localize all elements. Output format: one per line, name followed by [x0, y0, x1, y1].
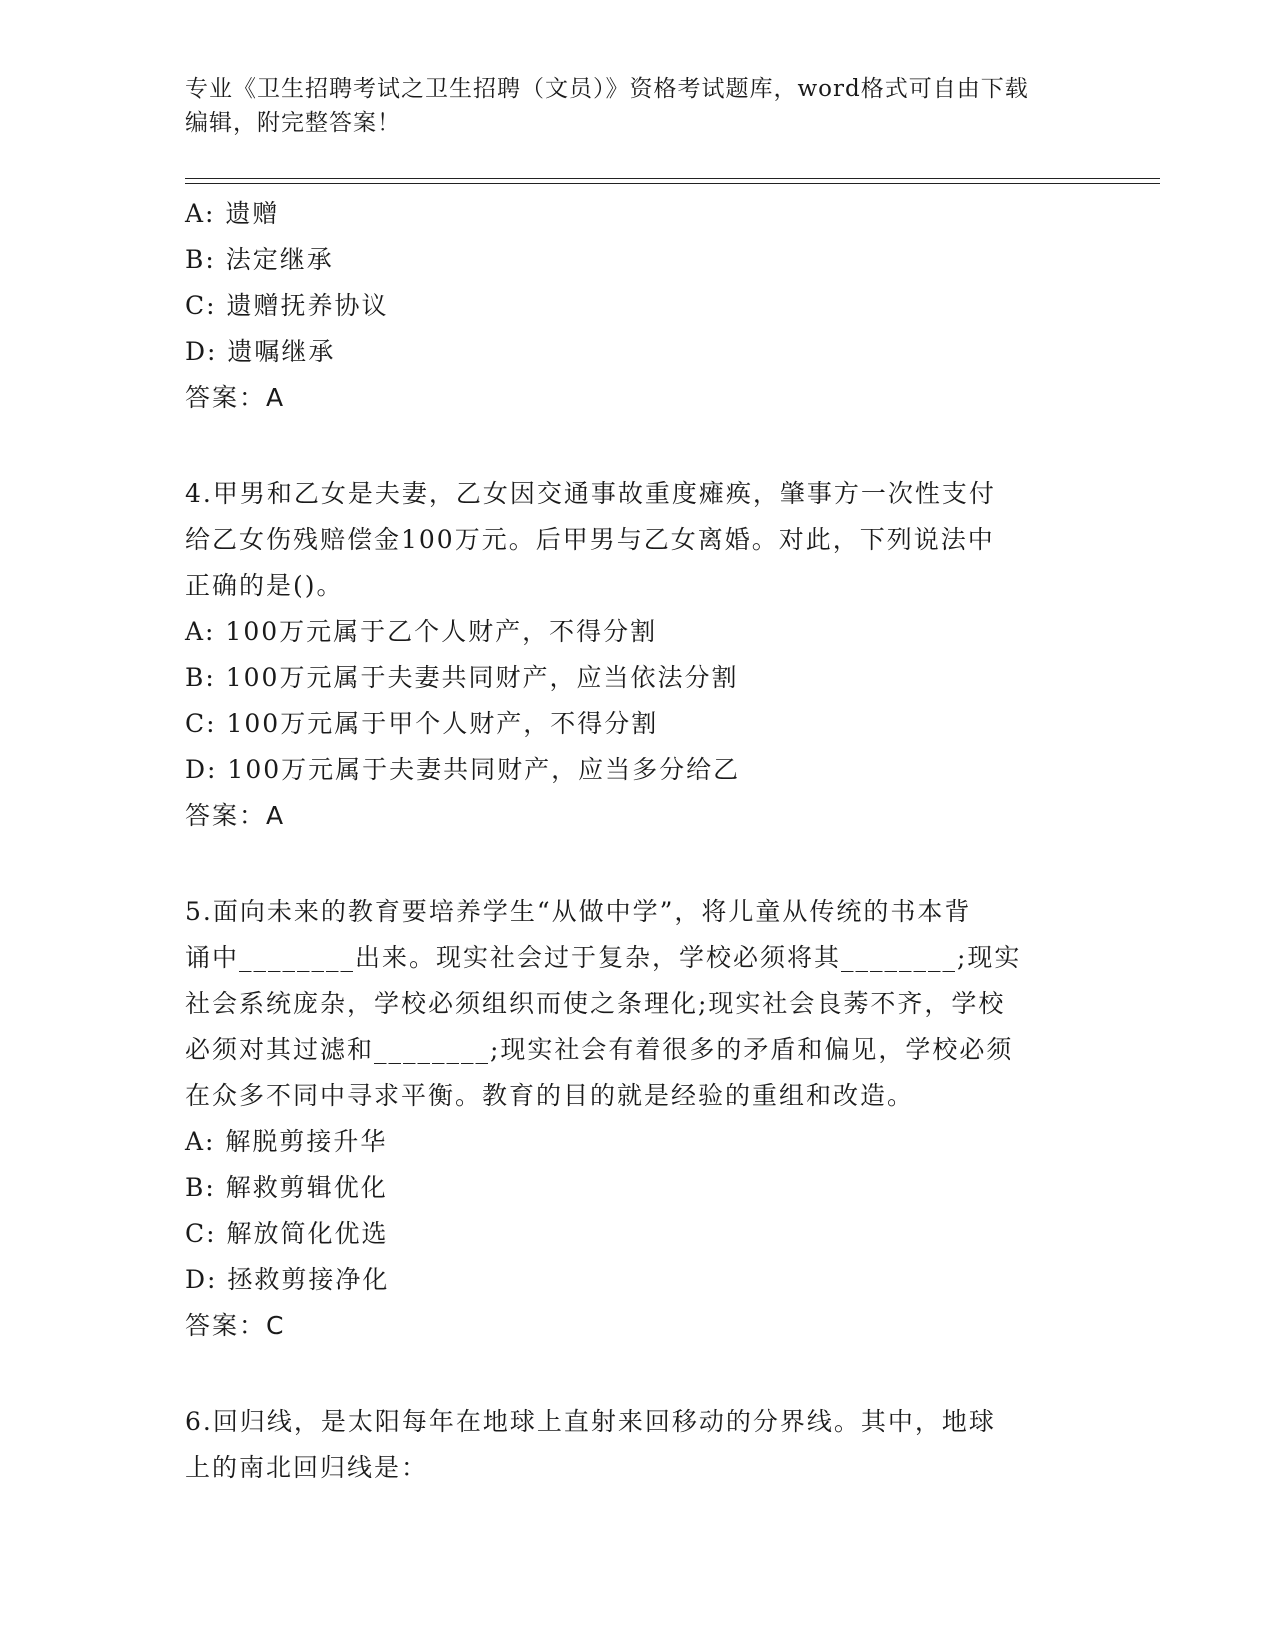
- option-a: A: 100万元属于乙个人财产，不得分割: [185, 617, 658, 646]
- question-4: [185, 471, 1085, 839]
- question-stem-line: 诵中________出来。现实社会过于复杂，学校必须将其________;现实: [185, 943, 1022, 972]
- spacer: [185, 421, 1085, 471]
- answer-line: 答案：A: [185, 801, 286, 830]
- question-stem-line: 正确的是()。: [185, 571, 344, 600]
- answer-line: 答案：A: [185, 383, 286, 412]
- question-5: [185, 889, 1085, 1349]
- question-list: [185, 191, 1085, 1491]
- document-header: [185, 72, 1085, 140]
- option-b: B: 100万元属于夫妻共同财产，应当依法分割: [185, 663, 739, 692]
- question-6: [185, 1399, 1085, 1491]
- question-stem-line: 5.面向未来的教育要培养学生“从做中学”，将儿童从传统的书本背: [185, 897, 972, 926]
- header-divider-top: [185, 178, 1160, 179]
- spacer: [185, 1349, 1085, 1399]
- option-b: B: 法定继承: [185, 245, 334, 274]
- option-c: C: 遗赠抚养协议: [185, 291, 389, 320]
- header-divider-bottom: [185, 183, 1160, 184]
- option-d: D: 拯救剪接净化: [185, 1265, 390, 1294]
- option-b: B: 解救剪辑优化: [185, 1173, 388, 1202]
- option-d: D: 100万元属于夫妻共同财产，应当多分给乙: [185, 755, 741, 784]
- question-stem-line: 社会系统庞杂，学校必须组织而使之条理化;现实社会良莠不齐，学校: [185, 989, 1006, 1018]
- question-stem-line: 给乙女伤残赔偿金100万元。后甲男与乙女离婚。对此，下列说法中: [185, 525, 995, 554]
- question-3: [185, 191, 1085, 421]
- option-a: A: 解脱剪接升华: [185, 1127, 388, 1156]
- header-line-1: 专业《卫生招聘考试之卫生招聘（文员）》资格考试题库，word格式可自由下载: [185, 76, 1029, 102]
- question-stem-line: 6.回归线，是太阳每年在地球上直射来回移动的分界线。其中，地球: [185, 1407, 996, 1436]
- answer-line: 答案：C: [185, 1311, 286, 1340]
- option-c: C: 解放简化优选: [185, 1219, 389, 1248]
- header-line-2: 编辑，附完整答案！: [185, 110, 401, 136]
- option-c: C: 100万元属于甲个人财产，不得分割: [185, 709, 659, 738]
- question-stem-line: 在众多不同中寻求平衡。教育的目的就是经验的重组和改造。: [185, 1081, 915, 1110]
- question-stem-line: 4.甲男和乙女是夫妻，乙女因交通事故重度瘫痪，肇事方一次性支付: [185, 479, 996, 508]
- question-stem-line: 上的南北回归线是：: [185, 1453, 429, 1482]
- spacer: [185, 839, 1085, 889]
- question-stem-line: 必须对其过滤和________;现实社会有着很多的矛盾和偏见，学校必须: [185, 1035, 1014, 1064]
- option-d: D: 遗嘱继承: [185, 337, 336, 366]
- option-a: A: 遗赠: [185, 199, 280, 228]
